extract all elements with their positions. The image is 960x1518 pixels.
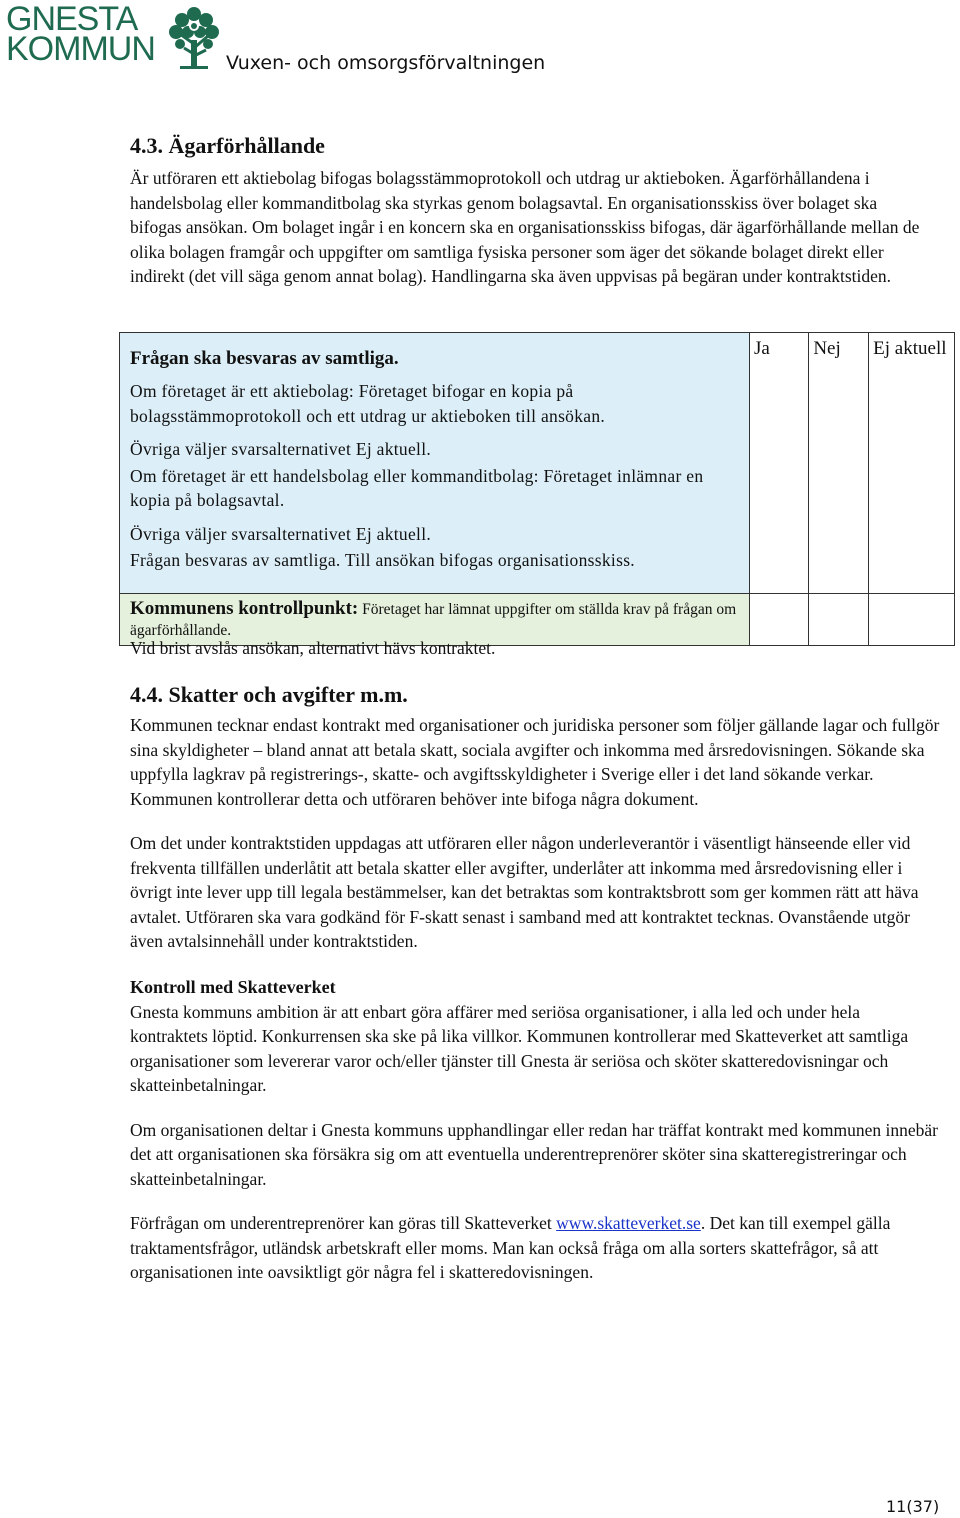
link-outro: . Det kan till exempel gälla traktamentsfrågor, utländsk arbetskraft eller moms. Man kan också fråga om alla sorters skattefrågor, så att organisationen inte oavsiktligt gör några fel i skatteredovisningen. [130,1213,891,1282]
section-paragraph: Kommunen tecknar endast kontrakt med organisationer och juridiska personer som följer gällande lagar och fullgör sina skyldigheter – bland annat att betala skatt, sociala avgifter och inkomma med årsredovisningen. Sökande ska uppfylla lagkrav på registrerings-, skatte- och avgiftsskyldigheter i Sverige eller i det land sökande verkar. Kommunen kontrollerar detta och utföraren behöver inte bifoga några dokument. [130,715,940,809]
subheading: Kontroll med Skatteverket [130,976,336,997]
section-paragraph: Gnesta kommuns ambition är att enbart göra affärer med seriösa organisationer, i alla led och under hela kontraktets löptid. Konkurrensen ska ske på lika villkor. Kommunen kontrollerar med Skatteverket att samtliga organisationer som levererar varor och/eller tjänster till Gnesta är seriösa och sköter skatteredovisningar och skatteinbetalningar. [130,1001,909,1095]
question-table [119,332,955,646]
tree-icon [166,4,222,70]
answer-na-box[interactable] [869,593,955,645]
section-paragraph: Om det under kontraktstiden uppdagas att utföraren eller någon underleverantör i väsentligt hänseende eller vid frekventa tillfällen underlåtit att betala skatter eller avgifter, underlåter att inkomma med årsredovisning eller i övrigt inte lever upp till legala bestämmelser, kan det betraktas som kontraktsbrott som ger kommen rätt att häva avtalet. Utföraren ska vara godkänd för F-skatt senast i samband med att kontraktet tecknas. Ovanstående utgör även avtalsinnehåll under kontraktstiden. [130,833,919,951]
answer-yes-header[interactable]: Ja [749,333,808,594]
question-cell [120,333,750,594]
section-heading: 4.4. Skatter och avgifter m.m. [130,682,408,707]
rejection-note: Vid brist avslås ansökan, alternativt hävs kontraktet. [130,638,496,658]
question-paragraph: Om företaget är ett handelsbolag eller kommanditbolag: Företaget inlämnar en kopia på bolagsavtal. [130,465,704,510]
question-paragraph: Övriga väljer svarsalternativet Ej aktuell. [130,439,432,459]
department-name: Vuxen- och omsorgsförvaltningen [226,52,546,74]
question-paragraph: Frågan besvaras av samtliga. Till ansökan bifogas organisationsskiss. [130,550,635,570]
section-paragraph: Om organisationen deltar i Gnesta kommuns upphandlingar eller redan har träffat kontrakt med kommunen innebär det att organisationen ska försäkra sig om att eventuella underentreprenörer sköter sina skatteregistreringar och skatteinbetalningar. [130,1119,939,1189]
logo-line-2: KOMMUN [6,30,155,68]
gnesta-kommun-logo [6,0,218,74]
skatteverket-link[interactable]: www.skatteverket.se [556,1213,701,1233]
answer-yes-box[interactable] [749,593,808,645]
question-title: Frågan ska besvaras av samtliga. [130,348,399,369]
answer-no-box[interactable] [809,593,869,645]
question-paragraph: Övriga väljer svarsalternativet Ej aktuell. [130,523,432,544]
logo-wordmark [6,0,155,68]
logo-line-1: GNESTA [6,0,138,38]
section-body: Är utföraren ett aktiebolag bifogas bolagsstämmoprotokoll och utdrag ur aktieboken. Ägarförhållandena i handelsbolag eller kommanditbolag ska styrkas genom bolagsavtal. En organisationsskiss över bolaget ska bifogas ansökan. Om bolaget ingår i en koncern ska en organisationsskiss bifogas, där ägarförhållande mellan de olika bolagen framgår och uppgifter om samtliga fysiska personer som äger det sökande bolaget direkt eller indirekt (det vill säga genom annat bolag). Handlingarna ska även uppvisas på begäran under kontraktstiden. [130,168,920,286]
question-paragraph: Om företaget är ett aktiebolag: Företaget bifogar en kopia på bolagsstämmoprotokoll och ett utdrag ur aktieboken till ansökan. [130,381,606,426]
section-4-4 [130,681,940,1305]
section-4-3 [130,132,930,289]
control-point-label: Kommunens kontrollpunkt: [130,597,359,619]
page-header [0,0,960,80]
control-point-text: Företaget har lämnat uppgifter om ställda krav på frågan om ägarförhållande. [130,600,737,639]
page-number: 11(37) [886,1497,940,1516]
answer-no-header[interactable]: Nej [809,333,869,594]
answer-na-header[interactable]: Ej aktuell [869,333,955,594]
section-paragraph [130,1211,940,1285]
link-intro: Förfrågan om underentreprenörer kan göras till Skatteverket [130,1213,557,1233]
section-heading: 4.3. Ägarförhållande [130,133,325,158]
